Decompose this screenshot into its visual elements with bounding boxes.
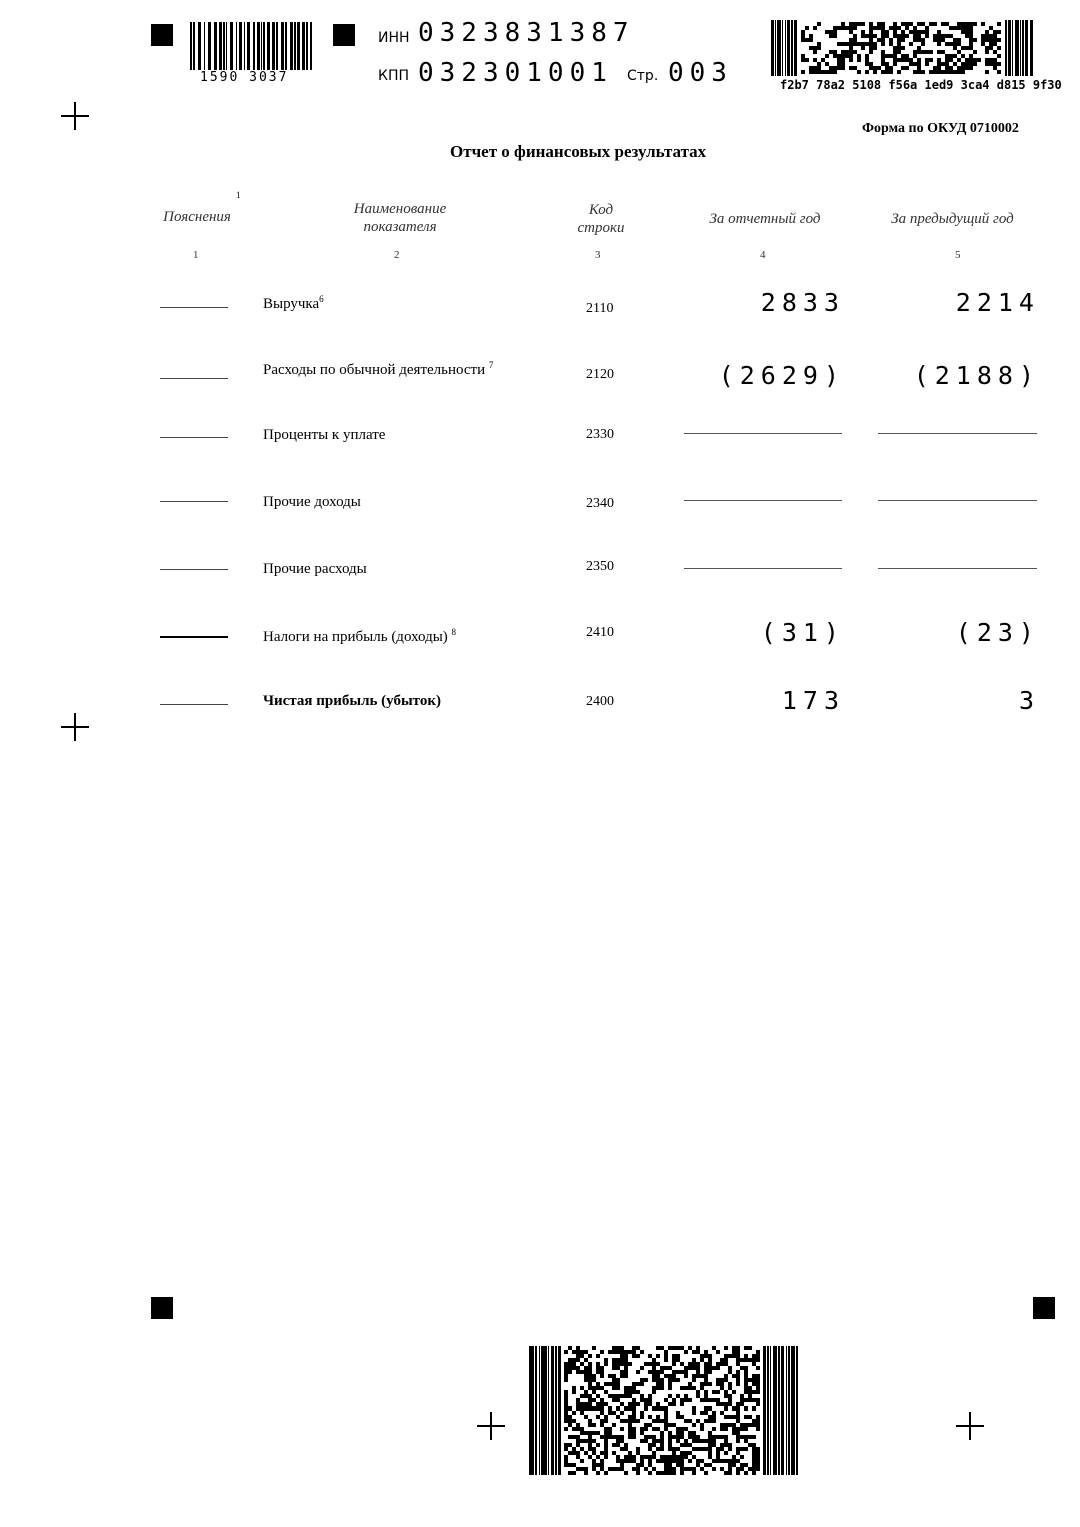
row-code: 2340 xyxy=(586,496,614,511)
previous-year-value: 2214 xyxy=(955,288,1040,317)
col-code-line2: строки xyxy=(577,220,625,236)
page-value: 003 xyxy=(668,58,733,88)
current-year-value: 2833 xyxy=(760,288,845,317)
col-name-line2: показателя xyxy=(363,219,437,235)
row-label: Прочие доходы xyxy=(263,494,361,510)
col-number: 5 xyxy=(955,249,961,261)
previous-year-value: 3 xyxy=(1018,686,1040,715)
col-notes-text: Пояснения xyxy=(163,209,231,225)
previous-year-blank xyxy=(878,433,1037,434)
registration-cross xyxy=(61,102,89,130)
col-number: 2 xyxy=(394,249,400,261)
barcode-number: 1590 3037 xyxy=(200,70,289,85)
registration-cross xyxy=(956,1412,984,1440)
col-code-line1: Код xyxy=(588,202,614,218)
col-name-line1: Наименование xyxy=(353,201,447,217)
row-label: Проценты к уплате xyxy=(263,427,386,443)
notes-blank xyxy=(160,501,228,502)
form-code: Форма по ОКУД 0710002 xyxy=(862,121,1019,136)
row-label: Выручка$^6$ xyxy=(263,294,324,312)
page-label: Стр. xyxy=(627,68,659,84)
registration-cross xyxy=(61,713,89,741)
top-2d-barcode xyxy=(771,20,1033,76)
col-current-year-header: За отчетный год xyxy=(709,211,821,227)
corner-marker-top-mid xyxy=(333,24,355,46)
registration-cross xyxy=(477,1412,505,1440)
inn-value: 0323831387 xyxy=(418,18,635,48)
kpp-value: 032301001 xyxy=(418,58,613,88)
previous-year-value: (2188) xyxy=(913,361,1040,390)
page-title: Отчет о финансовых результатах xyxy=(450,142,707,161)
col-notes-sup: 1 xyxy=(236,190,241,200)
row-code: 2400 xyxy=(586,694,614,709)
col-number: 4 xyxy=(760,249,766,261)
corner-marker-top-left xyxy=(151,24,173,46)
col-code-header xyxy=(560,201,642,237)
previous-year-value: (23) xyxy=(955,618,1040,647)
current-year-value: (31) xyxy=(760,618,845,647)
col-number: 1 xyxy=(193,249,199,261)
notes-blank xyxy=(160,437,228,438)
row-label: Чистая прибыль (убыток) xyxy=(263,693,441,709)
previous-year-blank xyxy=(878,568,1037,569)
notes-blank xyxy=(160,307,228,308)
notes-blank xyxy=(160,378,228,379)
current-year-blank xyxy=(684,433,842,434)
notes-blank xyxy=(160,636,228,638)
current-year-blank xyxy=(684,568,842,569)
row-code: 2120 xyxy=(586,367,614,382)
row-code: 2330 xyxy=(586,427,614,442)
notes-blank xyxy=(160,569,228,570)
current-year-blank xyxy=(684,500,842,501)
hash-text: f2b7 78a2 5108 f56a 1ed9 3ca4 d815 9f30 xyxy=(780,78,1062,92)
notes-blank xyxy=(160,704,228,705)
col-previous-year-header: За предыдущий год xyxy=(891,211,1014,227)
col-number: 3 xyxy=(595,249,601,261)
row-label: Расходы по обычной деятельности $^7$ xyxy=(263,360,494,378)
col-name-header xyxy=(320,200,480,236)
row-label: Налоги на прибыль (доходы) $^8$ xyxy=(263,627,457,645)
corner-marker-bottom-right xyxy=(1033,1297,1055,1319)
corner-marker-bottom-left xyxy=(151,1297,173,1319)
linear-barcode xyxy=(190,22,315,70)
inn-label: ИНН xyxy=(378,30,410,46)
kpp-label: КПП xyxy=(378,68,409,84)
row-code: 2410 xyxy=(586,625,614,640)
row-code: 2350 xyxy=(586,559,614,574)
col-notes-header xyxy=(155,208,239,226)
row-label: Прочие расходы xyxy=(263,561,367,577)
previous-year-blank xyxy=(878,500,1037,501)
current-year-value: (2629) xyxy=(718,361,845,390)
bottom-2d-barcode xyxy=(529,1346,799,1475)
row-code: 2110 xyxy=(586,301,614,316)
current-year-value: 173 xyxy=(781,686,845,715)
